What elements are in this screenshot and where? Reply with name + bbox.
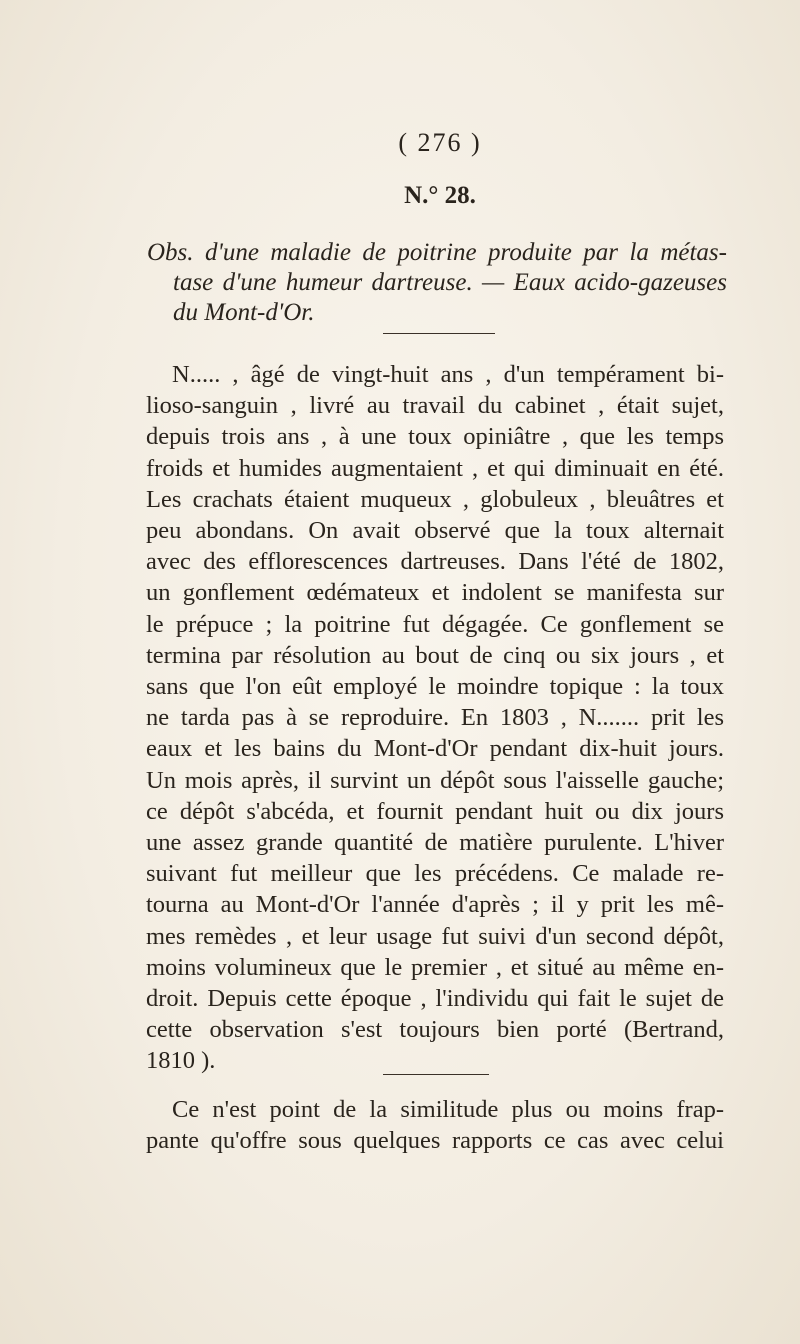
title-line: Obs. d'une maladie de poitrine produite par la métas- (147, 239, 727, 266)
text-line: le prépuce ; la poitrine fut dégagée. Ce gonflement se (146, 610, 724, 638)
text-line: Un mois après, il survint un dépôt sous l'aisselle gauche; (146, 766, 724, 794)
text-line: Ce n'est point de la similitude plus ou moins frap- (172, 1096, 724, 1123)
text-line: pante qu'offre sous quelques rapports ce cas avec celui (146, 1127, 724, 1155)
text-line: eaux et les bains du Mont-d'Or pendant dix-huit jours. (146, 735, 724, 763)
text-line: lioso-sanguin , livré au travail du cabinet , était sujet, (146, 392, 724, 420)
text-line: Les crachats étaient muqueux , globuleux , bleuâtres et (146, 485, 724, 513)
text-line: tourna au Mont-d'Or l'année d'après ; il y prit les mê- (146, 891, 724, 919)
section-divider (383, 333, 495, 334)
section-divider (383, 1074, 489, 1075)
title-line: tase d'une humeur dartreuse. — Eaux acido-gazeuses (173, 269, 727, 296)
text-line: ce dépôt s'abcéda, et fournit pendant huit ou dix jours (146, 797, 724, 825)
text-line: termina par résolution au bout de cinq ou six jours , et (146, 641, 724, 669)
text-line: une assez grande quantité de matière purulente. L'hiver (146, 829, 724, 857)
commentary-paragraph (146, 1094, 724, 1156)
text-line: avec des efflorescences dartreuses. Dans l'été de 1802, (146, 548, 724, 576)
text-line: moins volumineux que le premier , et situé au même en- (146, 953, 724, 981)
text-line: froids et humides augmentaient , et qui diminuait en été. (146, 454, 724, 482)
text-line: cette observation s'est toujours bien porté (Bertrand, (146, 1016, 724, 1044)
text-line: 1810 ). (146, 1047, 216, 1075)
text-line: sans que l'on eût employé le moindre topique : la toux (146, 673, 724, 701)
text-line: depuis trois ans , à une toux opiniâtre , que les temps (146, 423, 724, 451)
text-line: N..... , âgé de vingt-huit ans , d'un tempérament bi- (172, 361, 724, 388)
observation-number: N.° 28. (404, 182, 476, 209)
text-line: mes remèdes , et leur usage fut suivi d'un second dépôt, (146, 922, 724, 950)
page-number: ( 276 ) (398, 128, 482, 157)
text-line: peu abondans. On avait observé que la toux alternait (146, 517, 724, 545)
text-line: droit. Depuis cette époque , l'individu qui fait le sujet de (146, 985, 724, 1013)
text-line: ne tarda pas à se reproduire. En 1803 , N....... prit les (146, 704, 724, 732)
observation-title (147, 238, 727, 328)
observation-paragraph (146, 359, 724, 1077)
title-line: du Mont-d'Or. (173, 299, 315, 326)
text-line: suivant fut meilleur que les précédens. Ce malade re- (146, 860, 724, 888)
text-line: un gonflement œdémateux et indolent se manifesta sur (146, 579, 724, 607)
